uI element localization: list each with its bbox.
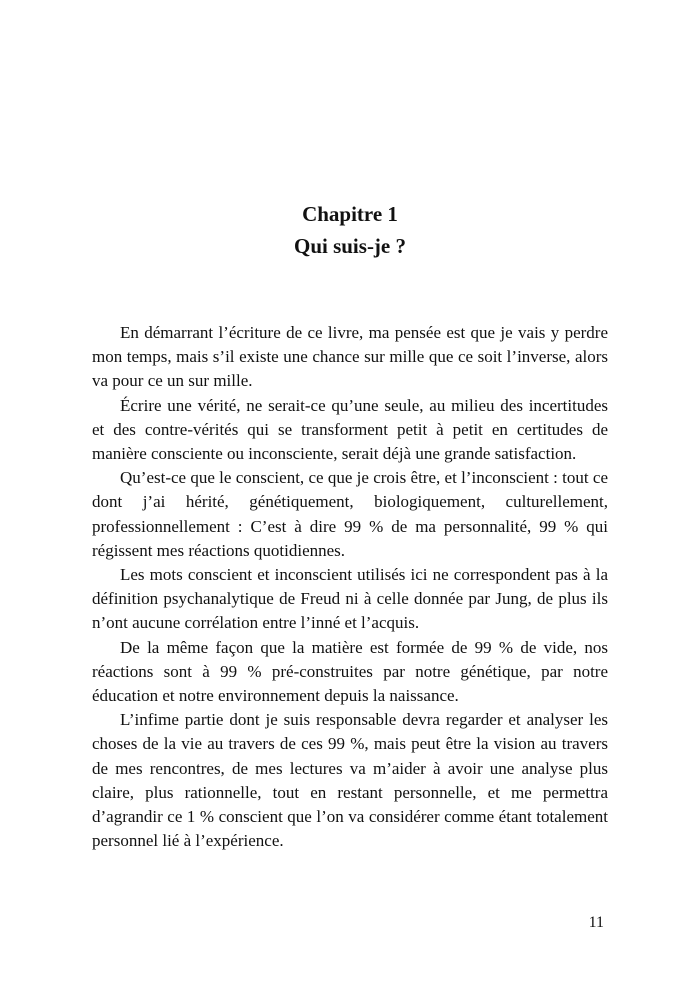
body-text [92, 321, 608, 853]
paragraph: De la même façon que la matière est formée de 99 % de vide, nos réactions sont à 99 % pré-construites par notre génétique, par notre éducation et notre environnement depuis la naissance. [92, 637, 608, 706]
chapter-title: Qui suis-je ? [293, 234, 406, 258]
paragraph: Qu’est-ce que le conscient, ce que je crois être, et l’inconscient : tout ce dont j’ai hérité, génétiquement, biologiquement, culturellement, professionnellement : C’est à dire 99 % de ma personnalité, 99 % qui régissent mes réactions quotidiennes. [92, 468, 608, 560]
page-number: 11 [588, 914, 604, 931]
paragraph: En démarrant l’écriture de ce livre, ma pensée est que je vais y perdre mon temps, mais s’il existe une chance sur mille que ce soit l’inverse, alors va pour ce un sur mille. [92, 323, 608, 391]
chapter-heading [0, 198, 700, 262]
paragraph: L’infime partie dont je suis responsable devra regarder et analyser les choses de la vie au travers de ces 99 %, mais peut être la vision au travers de mes rencontres, de mes lectures va m’aider à avoir une analyse plus claire, plus rationnelle, tout en restant personnelle, et me permettra d’agrandir ce 1 % conscient que l’on va considérer comme étant totalement personnel lié à l’expérience. [92, 710, 608, 851]
paragraph: Les mots conscient et inconscient utilisés ici ne correspondent pas à la définition psychanalytique de Freud ni à celle donnée par Jung, de plus ils n’ont aucune corrélation entre l’inné et l’acquis. [92, 565, 608, 633]
chapter-number: Chapitre 1 [302, 202, 398, 226]
paragraph: Écrire une vérité, ne serait-ce qu’une seule, au milieu des incertitudes et des contre-vérités qui se transforment petit à petit en certitudes de manière consciente ou inconsciente, serait déjà une grande satisfaction. [92, 395, 608, 464]
